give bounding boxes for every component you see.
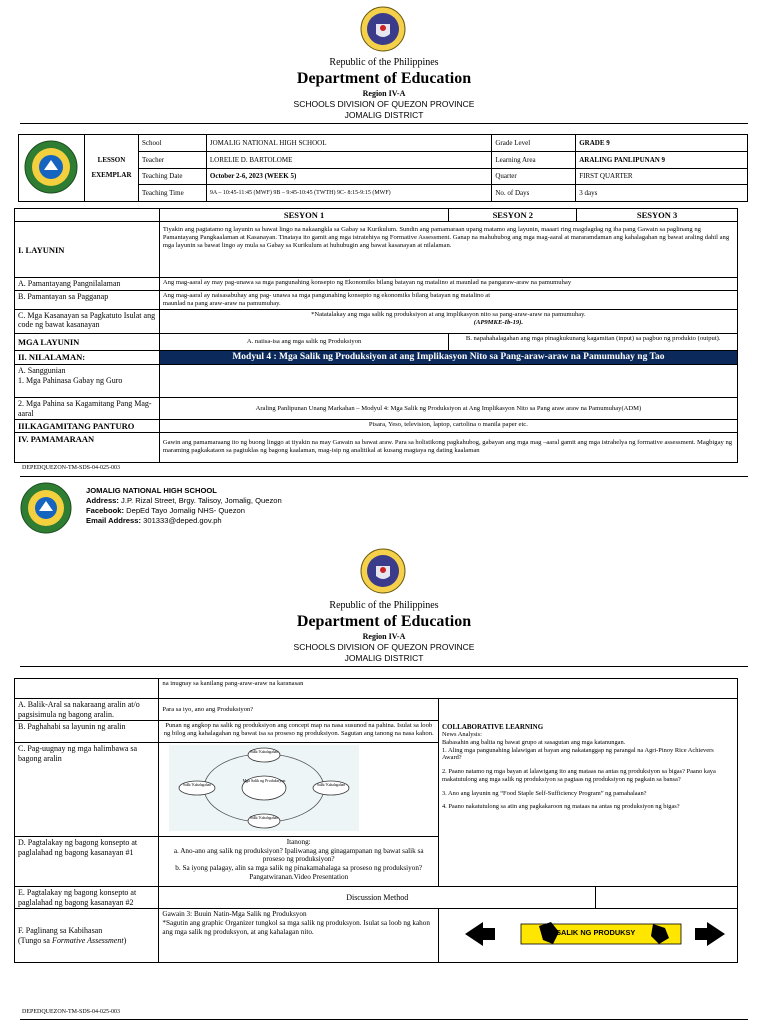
concept-map-cell bbox=[159, 743, 439, 837]
info-label: Quarter bbox=[492, 168, 576, 185]
deped-seal-icon bbox=[360, 548, 406, 594]
republic-text: Republic of the Philippines bbox=[329, 57, 439, 68]
facebook-label: Facebook: bbox=[86, 506, 124, 516]
concept-map-diagram bbox=[169, 745, 359, 831]
nilalaman-label: II. NILALAMAN: bbox=[15, 350, 160, 364]
arrow-right-icon bbox=[707, 922, 725, 946]
exemplar-label: EXEMPLAR bbox=[91, 171, 132, 179]
session-3-header: SESYON 3 bbox=[577, 209, 738, 222]
lesson-label: LESSON bbox=[97, 155, 126, 164]
panturo-label: III.KAGAMITANG PANTURO bbox=[15, 420, 160, 433]
balik-aral-text: Para sa iyo, ano ang Produksiyon? bbox=[159, 699, 439, 721]
blank-cell bbox=[15, 209, 160, 222]
mga-layunin-label: MGA LAYUNIN bbox=[15, 333, 160, 350]
district-text: JOMALIG DISTRICT bbox=[344, 110, 424, 120]
info-label: Teaching Time bbox=[138, 185, 206, 202]
sanggunian-label: A. Sanggunian bbox=[18, 365, 66, 375]
info-value: FIRST QUARTER bbox=[576, 168, 748, 185]
info-value: JOMALIG NATIONAL HIGH SCHOOL bbox=[206, 135, 491, 152]
kasanayan-code: (AP9MKE-Ib-19). bbox=[473, 318, 524, 326]
info-label: No. of Days bbox=[492, 185, 576, 202]
sanggunian-sub: 1. Mga Pahinasa Gabay ng Guro bbox=[18, 375, 123, 385]
kagamitan-text: Araling Panlipunan Unang Markahan – Modyul 4: Mga Salik ng Produksiyon at Ang Implikasyon Nito sa Pang araw araw na Pamumuhay(ADM) bbox=[159, 397, 737, 419]
facebook-value: DepEd Tayo Jomalig NHS- Quezon bbox=[126, 506, 245, 516]
region-text: Region IV-A bbox=[362, 632, 406, 641]
balik-aral-label: A. Balik-Aral sa nakaraang aralin at/o pagsisimula ng bagong aralin. bbox=[15, 699, 159, 721]
pagganap-text: Ang mag-aaral ay naisasabuhay ang pag- unawa sa mga pangunahing konsepto ng ekonomiks bilang batayan ng matalino at maunlad na pang araw-araw na pamumuhay. bbox=[159, 290, 737, 309]
banner-text: A SALIK NG PRODUKSY bbox=[548, 928, 636, 938]
footer-divider bbox=[20, 1019, 748, 1020]
diagram-top-node: Salik/ Kahalagahan bbox=[250, 750, 279, 755]
footer-code: DEPEDQUEZON-TM-SDS-04-025-003 bbox=[22, 1009, 120, 1015]
itanong-heading: Itanong: bbox=[286, 838, 311, 847]
info-value: GRADE 9 bbox=[576, 135, 748, 152]
paghahabi-text: Punan ng angkop na salik ng produksiyon ang concept map na nasa susunod na pahina. Isulat sa loob ng bilog ang kahalagahan ng bawat isa sa proseso ng produksiyon. Sagutan ang tanong na nasa kahon. bbox=[159, 721, 439, 743]
collab-intro: Babasahin ang balita ng bawat grupo at sasagutan ang mga katanungan. bbox=[441, 739, 626, 747]
division-text: SCHOOLS DIVISION OF QUEZON PROVINCE bbox=[293, 642, 475, 652]
footer-code: DEPEDQUEZON-TM-SDS-04-025-003 bbox=[22, 465, 120, 471]
pag-uugnay-label: C. Pag-uugnay ng mga halimbawa sa bagong aralin bbox=[15, 743, 159, 837]
paglinang-sub-italic: Formative Assessment bbox=[51, 935, 124, 945]
email-label: Email Address: bbox=[86, 516, 142, 526]
collab-subtitle: News Analysis: bbox=[441, 731, 482, 739]
info-value: ARALING PANLIPUNAN 9 bbox=[576, 151, 748, 168]
school-logo-icon bbox=[24, 140, 78, 194]
email-value: 301333@deped.gov.ph bbox=[143, 516, 222, 526]
paghahabi-label: B. Paghahabi sa layunin ng aralin bbox=[15, 721, 159, 743]
session-1-header: SESYON 1 bbox=[159, 209, 449, 222]
collaborative-learning-cell bbox=[438, 699, 737, 887]
kasanayan-label: C. Mga Kasanayan sa Pagkatuto Isulat ang code ng bawat kasanayan bbox=[15, 309, 160, 333]
lesson-plan-table-continued bbox=[14, 678, 738, 963]
collab-q4: 4. Paano nakatutulong sa atin ang pagkakaroon ng mataas na antas ng produksiyon ng bigas? bbox=[441, 803, 680, 811]
paglinang-sub: (Tungo sa bbox=[18, 935, 52, 945]
header-divider bbox=[20, 123, 748, 124]
modyul-title-bar: Modyul 4 : Mga Salik ng Produksiyon at ang Implikasyon Nito sa Pang-araw-araw na Pamumuhay ng Tao bbox=[159, 350, 737, 364]
school-name: JOMALIG NATIONAL HIGH SCHOOL bbox=[86, 486, 217, 495]
info-value: October 2-6, 2023 (WEEK 5) bbox=[206, 168, 491, 185]
mga-layunin-s2: B. napahahalagahan ang mga pinagkukunang kagamitan (input) sa pagbuo ng produkto (output). bbox=[449, 333, 738, 350]
arrow-left-icon bbox=[465, 922, 483, 946]
info-label: Learning Area bbox=[492, 151, 576, 168]
division-text: SCHOOLS DIVISION OF QUEZON PROVINCE bbox=[293, 99, 475, 109]
gawain-title: Gawain 3: Buuin Natin-Mga Salik ng Produksyon bbox=[162, 910, 307, 919]
lesson-exemplar-cell bbox=[84, 135, 138, 202]
info-value: 3 days bbox=[576, 185, 748, 202]
gawain-cell bbox=[159, 909, 439, 963]
mga-layunin-s1: A. naiisa-isa ang mga salik ng Produksiyon bbox=[159, 333, 449, 350]
gawain-text: *Sagutin ang graphic Organizer tungkol sa mga salik ng produksyon. Isulat sa loob ng kahon ang mga salik ng produksyon, at ang kahalagan nito. bbox=[162, 918, 430, 936]
pangnilalaman-text: Ang mag-aaral ay may pag-unawa sa mga pangunahing konsepto ng Ekonomiks bilang batayan ng matalino at maunlad na pangaraw-araw na pamumuhay bbox=[159, 278, 737, 291]
republic-text: Republic of the Philippines bbox=[329, 600, 439, 611]
itanong-cell bbox=[159, 837, 439, 887]
school-logo-cell bbox=[19, 135, 85, 202]
session-2-header: SESYON 2 bbox=[449, 209, 577, 222]
school-logo-icon bbox=[20, 482, 72, 534]
info-label: School bbox=[138, 135, 206, 152]
kasanayan-text: *Natatalakay ang mga salik ng produksiyon at ang implikasyon nito sa pang-araw-araw na pamumuhay. bbox=[311, 310, 586, 318]
region-text: Region IV-A bbox=[362, 89, 406, 98]
discussion-method: Discussion Method bbox=[159, 887, 596, 909]
header-divider bbox=[20, 666, 748, 667]
pamamaraan-label: IV. PAMAMARAAN bbox=[15, 433, 160, 463]
deped-seal-icon bbox=[360, 6, 406, 52]
continued-text: na inugnay sa kanilang pang-araw-araw na karanasan bbox=[159, 679, 738, 699]
paglinang-cell bbox=[15, 909, 159, 963]
district-text: JOMALIG DISTRICT bbox=[344, 653, 424, 663]
kagamitan-label: 2. Mga Pahina sa Kagamitang Pang Mag-aaral bbox=[15, 397, 160, 419]
info-label: Teaching Date bbox=[138, 168, 206, 185]
collab-title: COLLABORATIVE LEARNING bbox=[441, 723, 544, 731]
pangnilalaman-label: A. Pamantayang Pangnilalaman bbox=[15, 278, 160, 291]
address-label: Address: bbox=[86, 496, 119, 506]
info-label: Grade Level bbox=[492, 135, 576, 152]
blank-cell bbox=[159, 364, 737, 397]
diagram-bottom-node: Salik/ Kahalagahan bbox=[250, 816, 279, 821]
diagram-right-node: Salik/ Kahalagahan bbox=[317, 783, 346, 788]
blank-cell bbox=[15, 679, 159, 699]
sanggunian-cell bbox=[15, 364, 160, 397]
layunin-text: Tiyakin ang pagtatamo ng layunin sa bawat lingo na nakaangkla sa Gabay sa Kurikulum. Sundin ang pamamaraan upang matamo ang layunin, maaari ring magdagdag ng iba pang Gawain sa paglinang ng Pamantayang Pangkaalaman at Kasanayan. Tinataya ito gamit ang mga istratehiya ng Formative Assessment. Ganap na mahuhubog ang mga mag-aaral at mararamdaman ang kahalagahan ng bawat araling dahil ang mga layunin sa bawat lingo ay mula sa Gabay sa Kurikulum at huhubugin ang bawat kasanayan at nilalaman. bbox=[159, 222, 737, 278]
pagtalakay-1-label: D. Pagtalakay ng bagong konsepto at paglalahad ng bagong kasanayan #1 bbox=[15, 837, 159, 887]
pagtalakay-2-label: E. Pagtalakay ng bagong konsepto at paglalahad ng bagong kasanayan #2 bbox=[15, 887, 159, 909]
info-value: LORELIE D. BARTOLOME bbox=[206, 151, 491, 168]
school-contact-block bbox=[86, 486, 282, 526]
info-value: 9A – 10:45-11:45 (MWF) 9B – 9:45-10:45 (TWTH) 9C- 8:15-9:15 (MWF) bbox=[206, 185, 491, 202]
collab-q3: 3. Ano ang layunin ng “Food Staple Self-Sufficiency Program” ng pamahalaan? bbox=[441, 789, 647, 797]
department-title: Department of Education bbox=[296, 613, 472, 630]
diagram-left-node: Salik/ Kahalagahan bbox=[183, 783, 212, 788]
kasanayan-cell bbox=[159, 309, 737, 333]
collab-q2: 2. Paano natamo ng mga bayan at lalawigang ito ang mataas na antas ng produksiyon sa bigas? Paano kaya makatutulong ang mga salik ng produksiyon sa pagtaas ng produksiyon ng pagkain sa bansa? bbox=[441, 768, 716, 783]
itanong-a: a. Ano-ano ang salik ng produksiyon? Ipaliwanag ang ginagampanan ng bawat salik sa proseso ng produksiyon? bbox=[173, 846, 424, 864]
lesson-info-table bbox=[18, 134, 748, 202]
diagram-center-node: Mga Salik ng Produksiyon bbox=[243, 779, 286, 784]
graphic-organizer-cell bbox=[438, 909, 737, 963]
pagganap-label: B. Pamantayan sa Pagganap bbox=[15, 290, 160, 309]
blank-cell bbox=[595, 887, 737, 909]
itanong-b: b. Sa iyong palagay, alin sa mga salik ng pinakamahalaga sa proseso ng produksiyon? Pangatwiranan.Video Presentation bbox=[175, 864, 423, 881]
layunin-label: I. LAYUNIN bbox=[15, 222, 160, 278]
collab-q1: 1. Aling mga pangunahing lalawigan at bayan ang nakatanggap ng parangal na Agri-Pinoy Rice Achievers Award? bbox=[441, 746, 714, 762]
department-title: Department of Education bbox=[296, 70, 472, 87]
info-label: Teacher bbox=[138, 151, 206, 168]
panturo-text: Pisara, Yeso, television, laptop, cartolina o manila paper etc. bbox=[159, 420, 737, 433]
footer-divider bbox=[20, 476, 748, 477]
address-value: J.P. Rizal Street, Brgy. Talisoy, Jomalig, Quezon bbox=[121, 496, 282, 506]
paglinang-label: F. Paglinang sa Kabihasan bbox=[18, 926, 103, 936]
paglinang-sub-end: ) bbox=[123, 935, 127, 945]
pamamaraan-text: Gawin ang pamamaraang ito ng buong linggo at tiyakin na may Gawain sa bawat araw. Para sa holistikong pagkahubog, gabayan ang mga mag –aaral gamit ang mga istrahelya ng formative assessment. Magbigay ng maraming pagkakataon sa pagtuklas ng bagong kaalaman, mag-isip ng analitikal at kusang magtaya ng dating kaalaman bbox=[159, 433, 737, 463]
lesson-plan-table bbox=[14, 208, 738, 463]
